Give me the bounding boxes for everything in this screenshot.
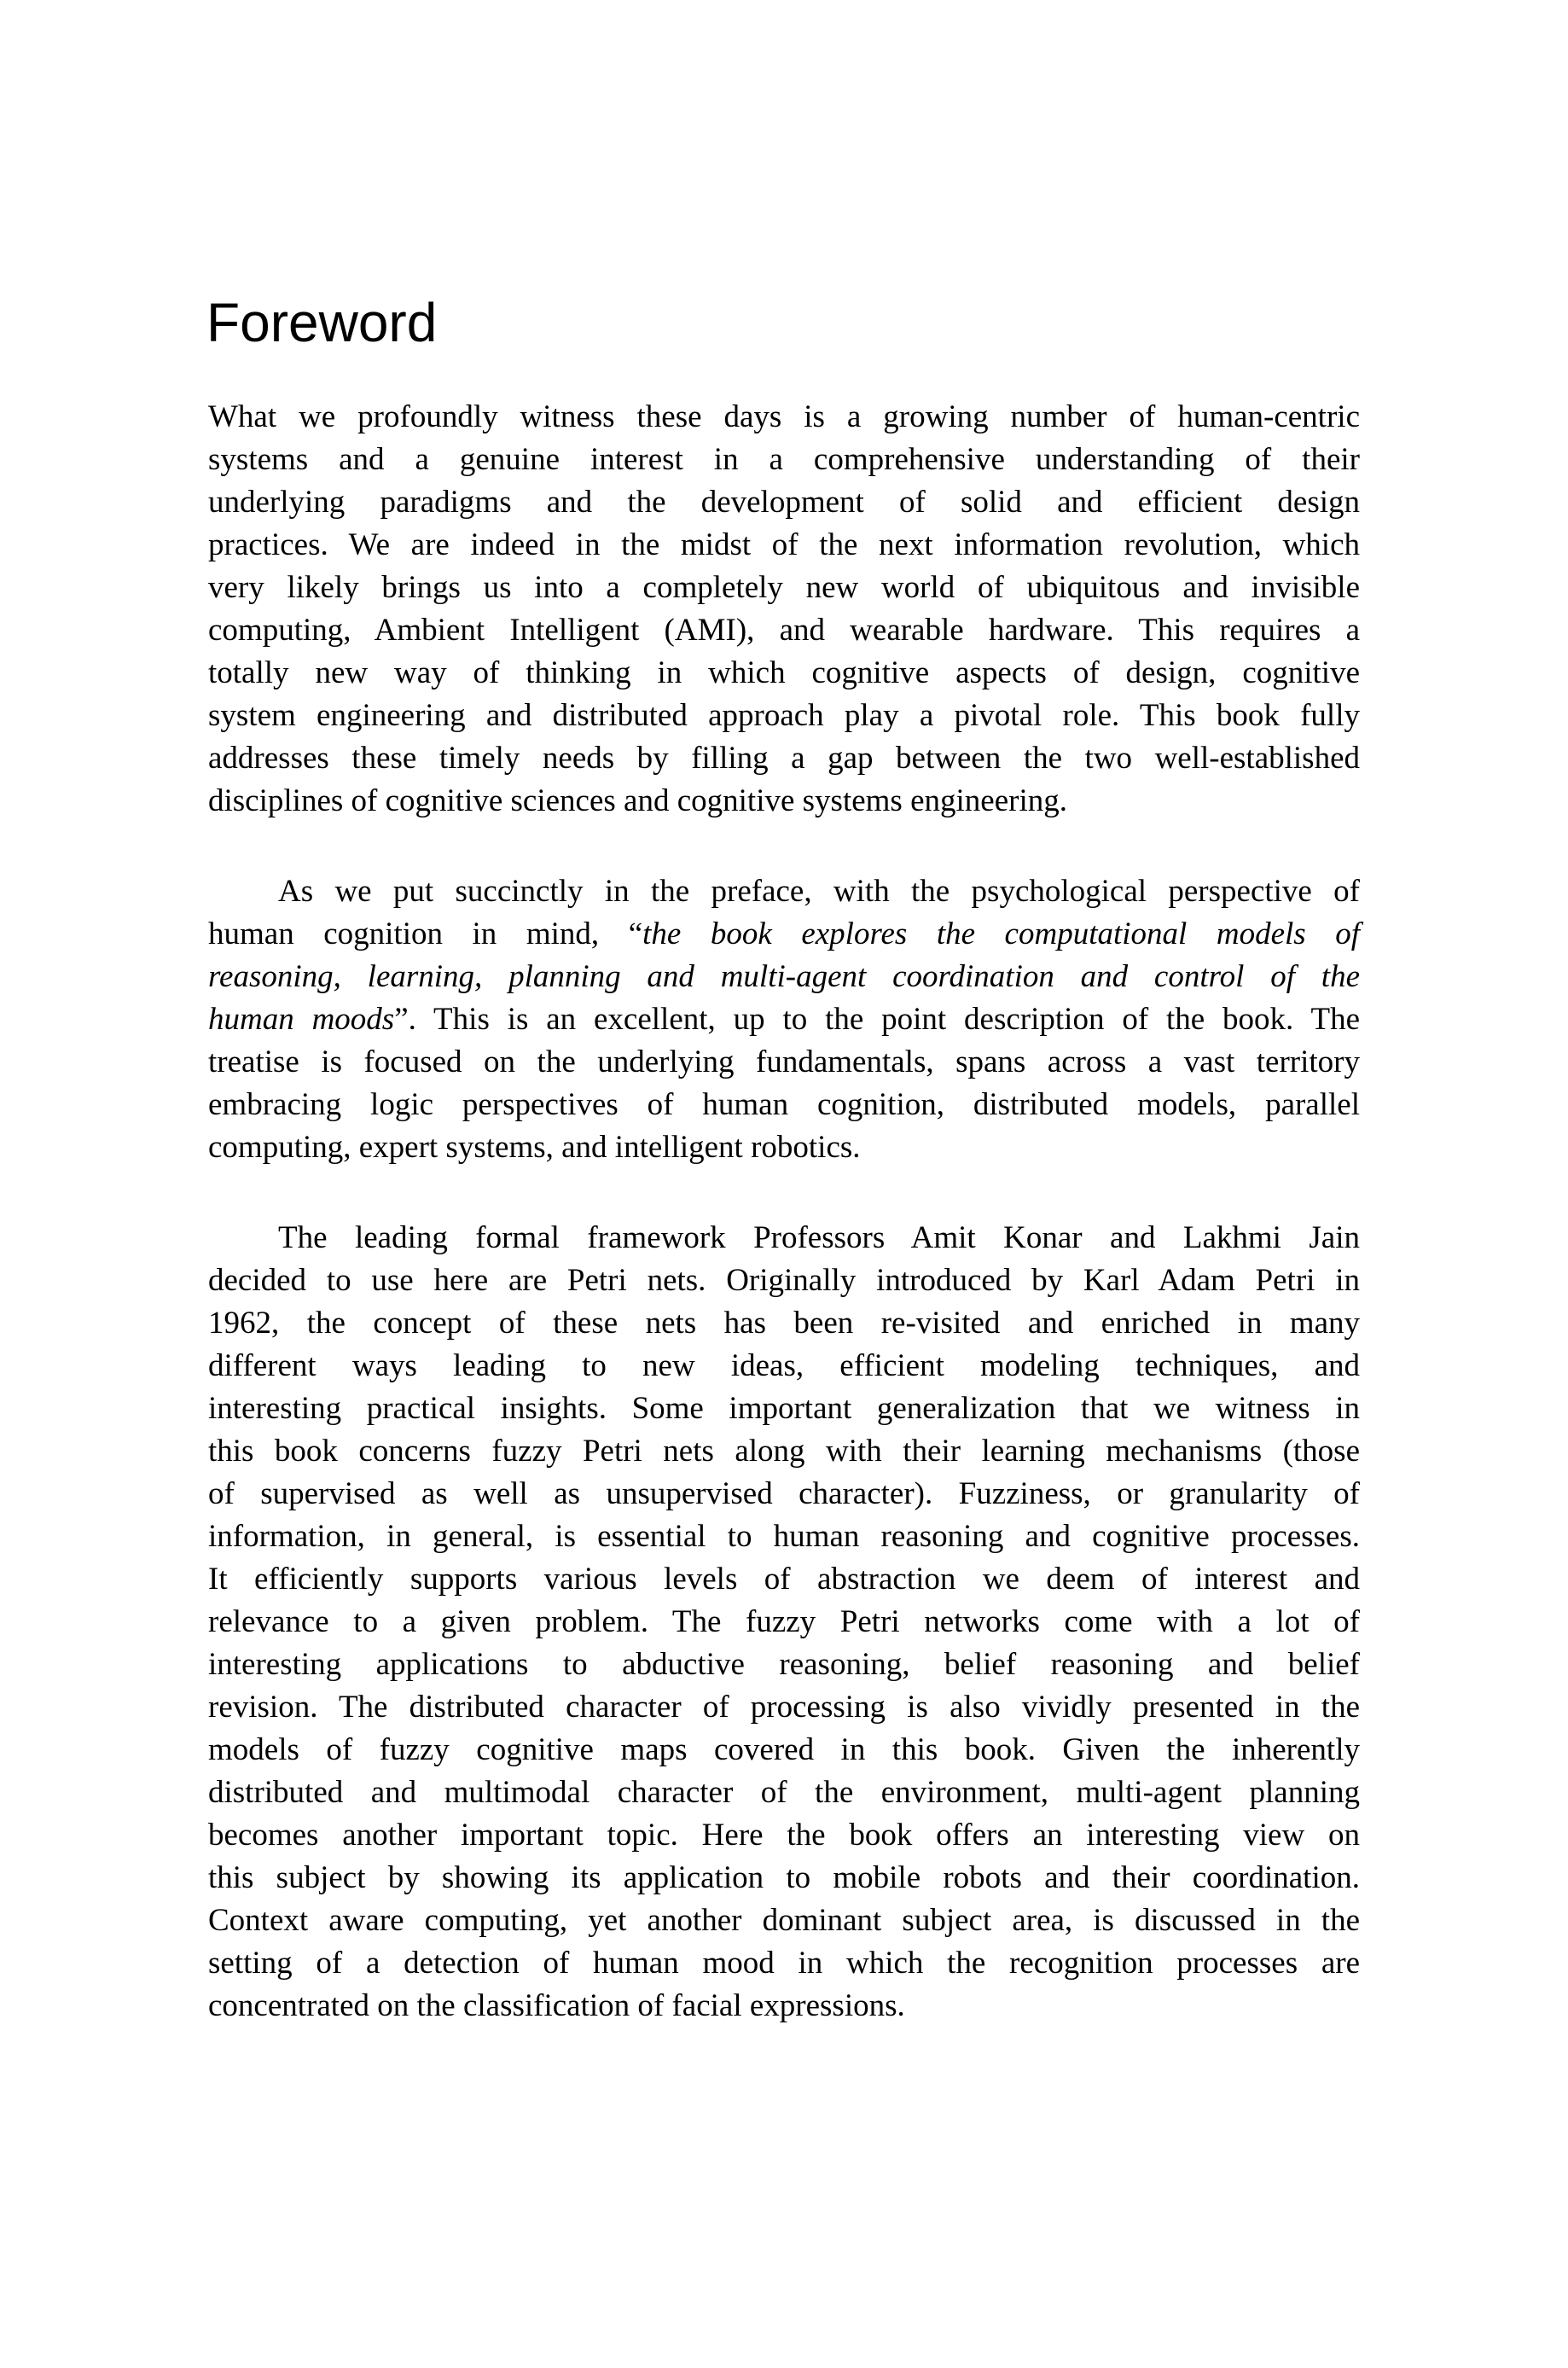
text-segment: revision. The distributed character of processing is also vividly presented in the — [208, 1690, 1360, 1725]
page-title: Foreword — [206, 292, 438, 353]
text-segment: underlying paradigms and the development of solid and efficient design — [208, 485, 1360, 520]
text-segment: Context aware computing, yet another dominant subject area, is discussed in the — [208, 1903, 1360, 1938]
text-segment: It efficiently supports various levels of abstraction we deem of interest and — [208, 1562, 1360, 1597]
text-segment: models of fuzzy cognitive maps covered in this book. Given the inherently — [208, 1732, 1360, 1767]
text-segment: of supervised as well as unsupervised character). Fuzziness, or granularity of — [208, 1476, 1360, 1511]
text-line — [208, 1644, 1360, 1686]
text-line — [208, 1388, 1360, 1430]
text-line — [208, 1900, 1360, 1942]
text-line — [208, 1126, 1360, 1169]
text-segment: decided to use here are Petri nets. Originally introduced by Karl Adam Petri in — [208, 1263, 1360, 1298]
text-segment: addresses these timely needs by filling a gap between the two well-established — [208, 741, 1360, 776]
text-line — [208, 609, 1360, 652]
italic-quote-text: the book explores the computational models of — [642, 916, 1360, 951]
italic-quote-text: human moods — [208, 1002, 395, 1037]
text-line — [208, 737, 1360, 780]
text-segment: information, in general, is essential to human reasoning and cognitive processes. — [208, 1519, 1360, 1554]
text-line — [208, 780, 1360, 823]
text-segment: What we profoundly witness these days is a growing number of human-centric — [208, 399, 1360, 434]
text-segment: As we put succinctly in the preface, with the psychological perspective of — [278, 874, 1360, 909]
text-segment: interesting practical insights. Some important generalization that we witness in — [208, 1391, 1360, 1426]
text-line — [208, 1260, 1360, 1302]
text-line — [208, 956, 1360, 998]
text-line — [208, 1345, 1360, 1388]
text-segment: practices. We are indeed in the midst of the next information revolution, which — [208, 527, 1360, 562]
foreword-body — [208, 396, 1360, 2075]
text-line — [208, 1430, 1360, 1473]
paragraph — [208, 1217, 1360, 2028]
text-line — [208, 1729, 1360, 1772]
italic-quote-text: reasoning, learning, planning and multi-agent coordination and control of the — [208, 959, 1360, 994]
text-line — [208, 913, 1360, 956]
text-line — [208, 1084, 1360, 1126]
text-segment: human cognition in mind, “ — [208, 916, 643, 951]
text-line — [208, 652, 1360, 695]
text-segment: concentrated on the classification of facial expressions. — [208, 1988, 905, 2023]
text-line — [208, 1985, 1360, 2028]
text-segment: 1962, the concept of these nets has been re-visited and enriched in many — [208, 1306, 1360, 1341]
text-line — [208, 1558, 1360, 1601]
text-segment: distributed and multimodal character of the environment, multi-agent planning — [208, 1775, 1360, 1810]
text-line — [208, 1686, 1360, 1729]
text-line — [208, 1217, 1360, 1260]
text-segment: setting of a detection of human mood in which the recognition processes are — [208, 1946, 1360, 1981]
text-segment: relevance to a given problem. The fuzzy Petri networks come with a lot of — [208, 1604, 1360, 1639]
text-segment: computing, expert systems, and intelligent robotics. — [208, 1130, 861, 1165]
text-line — [208, 1041, 1360, 1084]
text-line — [208, 481, 1360, 524]
text-segment: different ways leading to new ideas, efficient modeling techniques, and — [208, 1348, 1360, 1383]
text-line — [208, 998, 1360, 1041]
text-segment: The leading formal framework Professors Amit Konar and Lakhmi Jain — [278, 1220, 1360, 1255]
paragraph — [208, 870, 1360, 1169]
text-line — [208, 524, 1360, 567]
text-line — [208, 1302, 1360, 1345]
text-line — [208, 567, 1360, 609]
text-line — [208, 1857, 1360, 1900]
text-line — [208, 1772, 1360, 1814]
paragraph — [208, 396, 1360, 823]
text-line — [208, 439, 1360, 481]
text-segment: treatise is focused on the underlying fundamentals, spans across a vast territory — [208, 1044, 1360, 1079]
text-segment: very likely brings us into a completely new world of ubiquitous and invisible — [208, 570, 1360, 605]
text-segment: ”. This is an excellent, up to the point description of the book. The — [394, 1002, 1360, 1037]
text-line — [208, 870, 1360, 913]
text-segment: totally new way of thinking in which cognitive aspects of design, cognitive — [208, 655, 1360, 690]
text-segment: computing, Ambient Intelligent (AMI), and wearable hardware. This requires a — [208, 613, 1360, 648]
text-line — [208, 1516, 1360, 1558]
text-line — [208, 695, 1360, 737]
text-line — [208, 1942, 1360, 1985]
text-line — [208, 1473, 1360, 1516]
text-segment: this subject by showing its application to mobile robots and their coordination. — [208, 1860, 1360, 1895]
text-line — [208, 396, 1360, 439]
text-segment: system engineering and distributed approach play a pivotal role. This book fully — [208, 698, 1360, 733]
text-segment: this book concerns fuzzy Petri nets along with their learning mechanisms (those — [208, 1434, 1360, 1469]
text-segment: disciplines of cognitive sciences and cognitive systems engineering. — [208, 783, 1067, 818]
text-line — [208, 1601, 1360, 1644]
text-segment: embracing logic perspectives of human cognition, distributed models, parallel — [208, 1087, 1360, 1122]
text-segment: becomes another important topic. Here the book offers an interesting view on — [208, 1818, 1360, 1853]
text-line — [208, 1814, 1360, 1857]
text-segment: systems and a genuine interest in a comprehensive understanding of their — [208, 442, 1360, 477]
text-segment: interesting applications to abductive reasoning, belief reasoning and belief — [208, 1647, 1360, 1682]
